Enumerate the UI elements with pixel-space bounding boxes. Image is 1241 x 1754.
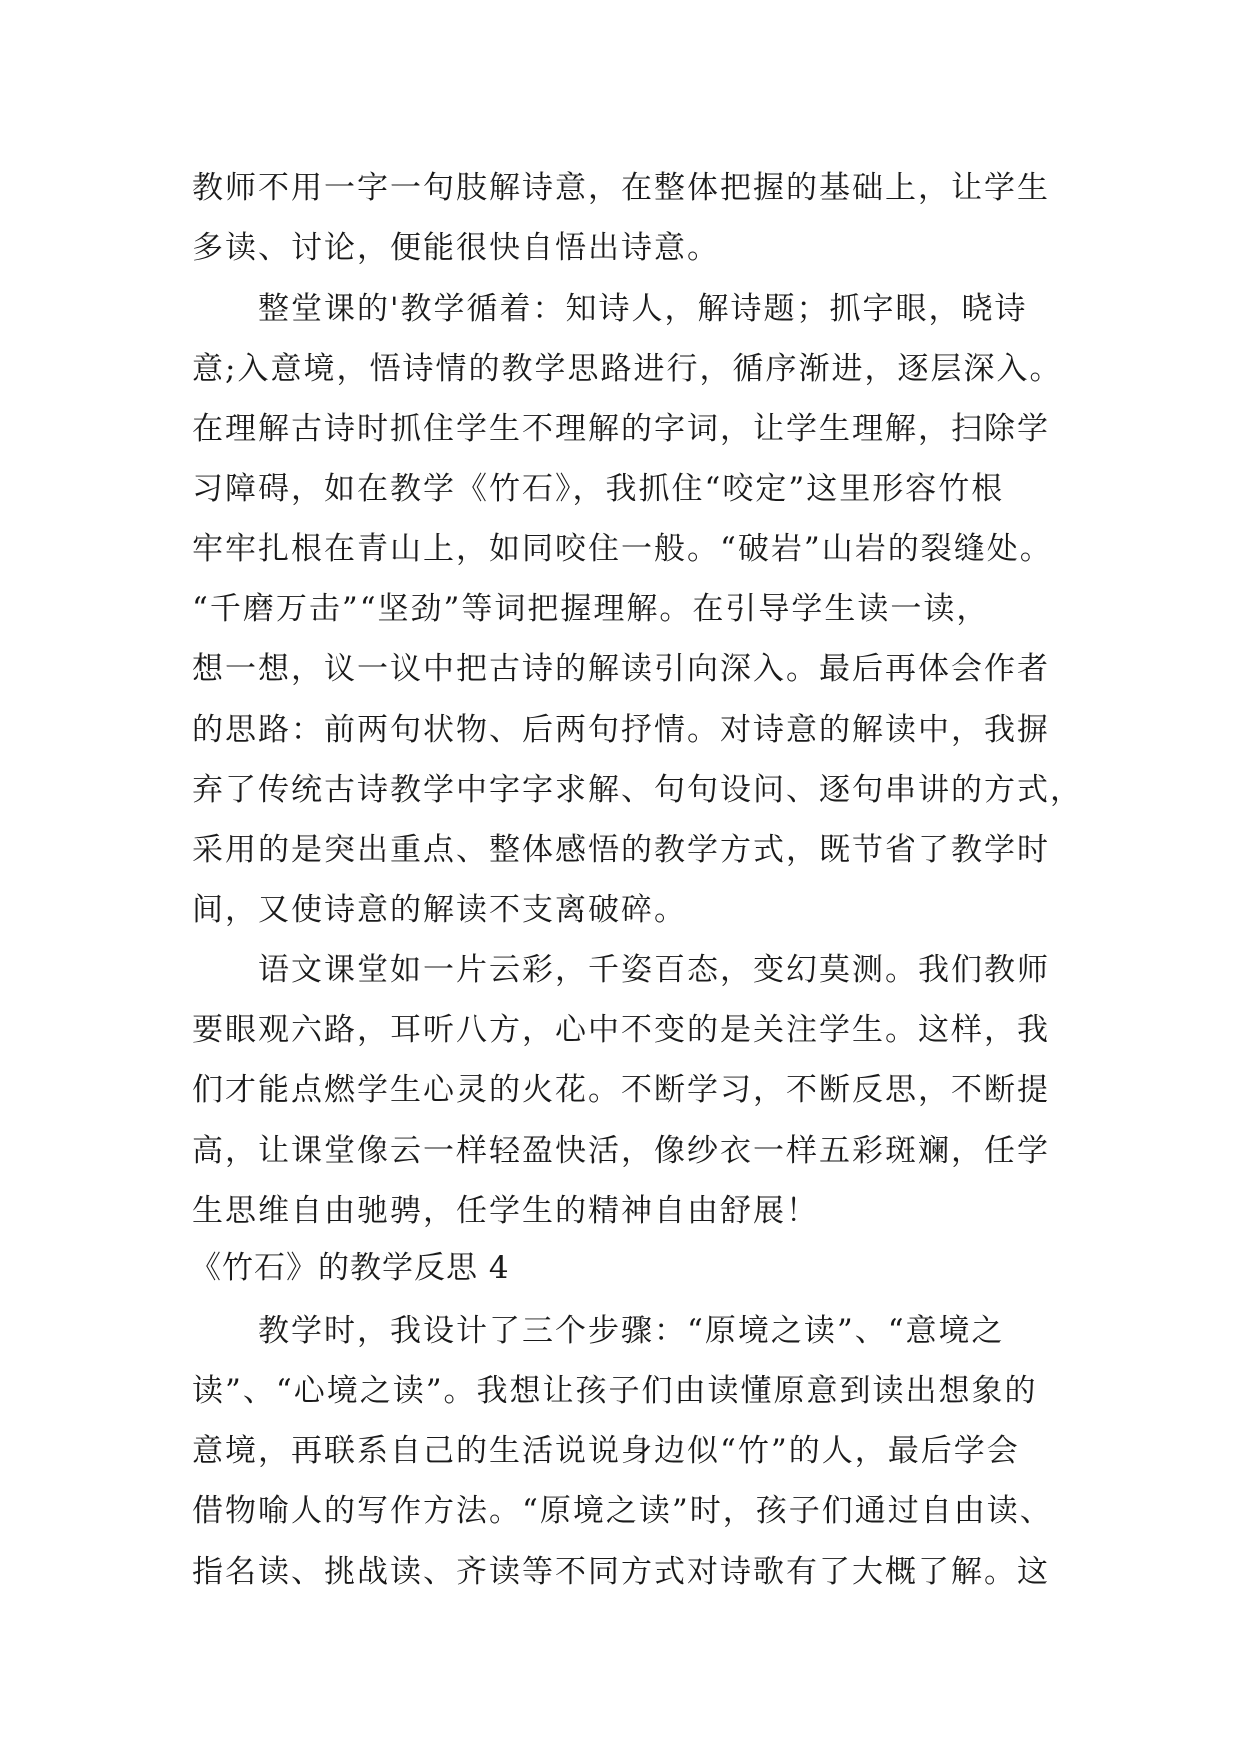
text-line: 在理解古诗时抓住学生不理解的字词，让学生理解，扫除学 xyxy=(192,411,1050,447)
text-line: 整堂课的'教学循着：知诗人，解诗题；抓字眼，晓诗 xyxy=(192,291,1028,327)
text-line: 读”、“心境之读”。我想让孩子们由读懂原意到读出想象的 xyxy=(192,1373,1038,1409)
text-line: 们才能点燃学生心灵的火花。不断学习，不断反思，不断提 xyxy=(192,1072,1050,1108)
text-line: “千磨万击”“坚劲”等词把握理解。在引导学生读一读， xyxy=(192,591,990,627)
text-line: 借物喻人的写作方法。“原境之读”时，孩子们通过自由读、 xyxy=(192,1493,1053,1529)
text-line: 习障碍，如在教学《竹石》，我抓住“咬定”这里形容竹根 xyxy=(192,471,1005,507)
text-line: 牢牢扎根在青山上，如同咬住一般。“破岩”山岩的裂缝处。 xyxy=(192,531,1053,567)
text-line: 高，让课堂像云一样轻盈快活，像纱衣一样五彩斑斓，任学 xyxy=(192,1133,1050,1169)
text-line: 指名读、挑战读、齐读等不同方式对诗歌有了大概了解。这 xyxy=(192,1554,1050,1590)
text-line: 间，又使诗意的解读不支离破碎。 xyxy=(192,892,687,928)
text-line: 教师不用一字一句肢解诗意，在整体把握的基础上，让学生 xyxy=(192,170,1050,206)
text-line: 意;入意境，悟诗情的教学思路进行，循序渐进，逐层深入。 xyxy=(192,351,1063,387)
text-line: 生思维自由驰骋，任学生的精神自由舒展！ xyxy=(192,1193,819,1229)
text-line: 想一想，议一议中把古诗的解读引向深入。最后再体会作者 xyxy=(192,651,1050,687)
text-line: 要眼观六路，耳听八方，心中不变的是关注学生。这样，我 xyxy=(192,1012,1050,1048)
section-heading: 《竹石》的教学反思 4 xyxy=(190,1250,510,1286)
text-line: 教学时，我设计了三个步骤：“原境之读”、“意境之 xyxy=(192,1313,1005,1349)
text-line: 意境，再联系自己的生活说说身边似“竹”的人，最后学会 xyxy=(192,1433,1020,1469)
text-line: 采用的是突出重点、整体感悟的教学方式，既节省了教学时 xyxy=(192,832,1050,868)
text-line: 语文课堂如一片云彩，千姿百态，变幻莫测。我们教师 xyxy=(192,952,1050,988)
text-line: 多读、讨论，便能很快自悟出诗意。 xyxy=(192,230,720,266)
text-line: 的思路：前两句状物、后两句抒情。对诗意的解读中，我摒 xyxy=(192,712,1050,748)
text-line: 弃了传统古诗教学中字字求解、句句设问、逐句串讲的方式， xyxy=(192,772,1083,808)
